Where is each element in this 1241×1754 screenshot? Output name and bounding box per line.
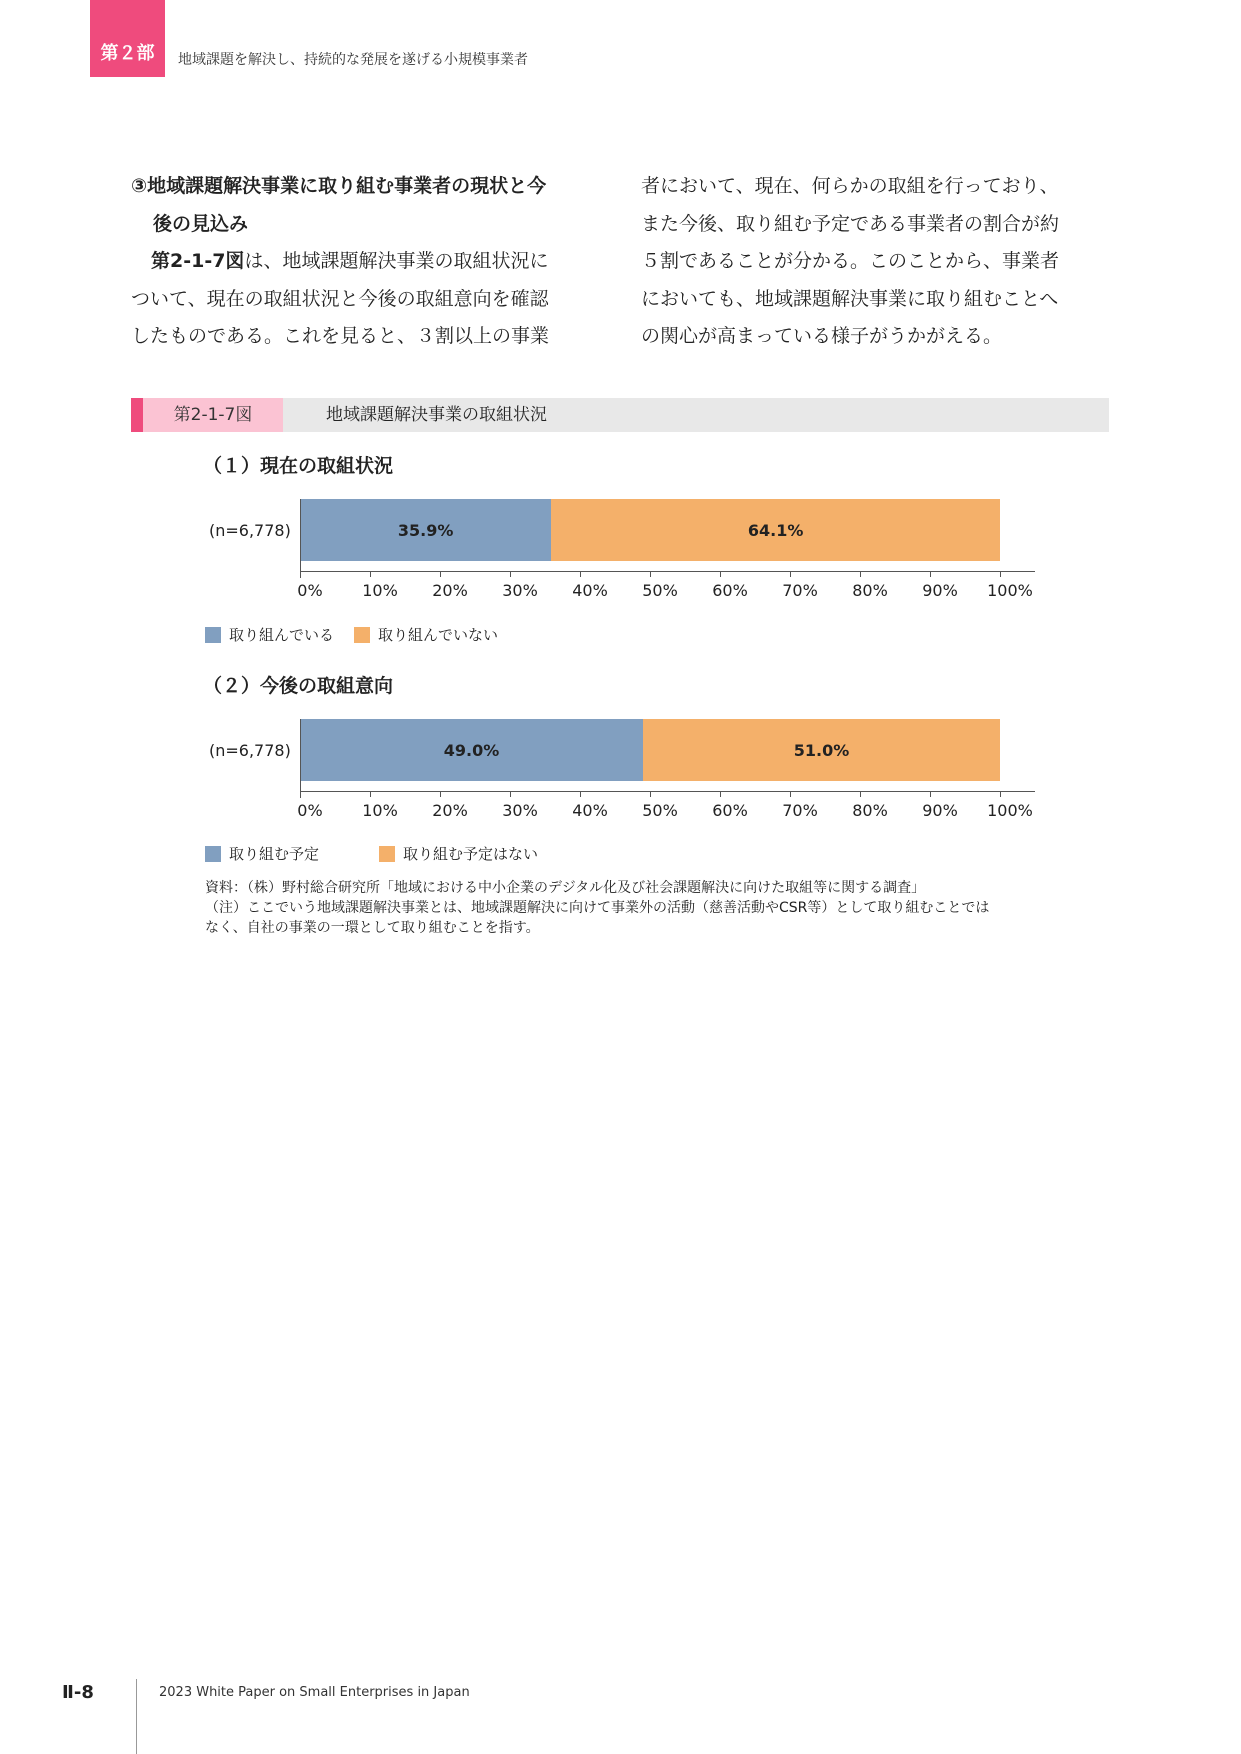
x-tick — [790, 791, 791, 797]
x-tick-label: 50% — [642, 581, 678, 600]
x-tick-label: 90% — [922, 581, 958, 600]
section-heading — [131, 168, 601, 243]
running-header-title: 地域課題を解決し、持続的な発展を遂げる小規模事業者 — [178, 52, 528, 68]
x-tick — [440, 791, 441, 797]
x-tick — [860, 791, 861, 797]
x-tick — [440, 571, 441, 577]
x-tick-label: 90% — [922, 801, 958, 820]
x-tick-label: 20% — [432, 581, 468, 600]
legend-label: 取り組む予定はない — [403, 845, 539, 863]
section-heading-line1: ③地域課題解決事業に取り組む事業者の現状と今 — [131, 175, 547, 197]
x-tick-label: 40% — [572, 581, 608, 600]
bar-segment-1 — [300, 719, 643, 781]
figure-notes — [205, 878, 1055, 938]
chart-1 — [195, 499, 1055, 609]
bar-segment-1 — [300, 499, 551, 561]
legend-swatch — [379, 846, 395, 862]
x-tick — [510, 571, 511, 577]
text-column-left — [131, 168, 601, 356]
x-tick — [720, 791, 721, 797]
x-tick — [860, 571, 861, 577]
paragraph-text: は、地域課題解決事業の取組状況に — [244, 250, 549, 272]
x-axis-line — [300, 791, 1035, 792]
note-line-2: なく、自社の事業の一環として取り組むことを指す。 — [205, 920, 540, 936]
x-tick — [650, 571, 651, 577]
figure-reference: 第2-1-7図 — [151, 250, 245, 272]
x-tick-label: 40% — [572, 801, 608, 820]
source-note: 資料：（株）野村総合研究所「地域における中小企業のデジタル化及び社会課題解決に向けた取組等に関する調査」 — [205, 880, 926, 896]
paragraph-line-2: ついて、現在の取組状況と今後の取組意向を確認 — [131, 287, 549, 310]
chart-2-legend-item-2 — [379, 843, 538, 864]
x-tick — [300, 571, 301, 577]
x-tick-label: 50% — [642, 801, 678, 820]
x-tick-label: 60% — [712, 801, 748, 820]
data-label: 49.0% — [443, 740, 500, 760]
x-tick-label: 80% — [852, 801, 888, 820]
x-tick-label: 20% — [432, 801, 468, 820]
x-tick — [650, 791, 651, 797]
part-label: 第２部 — [100, 43, 155, 64]
x-tick-label: 60% — [712, 581, 748, 600]
x-tick — [930, 571, 931, 577]
chart-2-title: （２）今後の取組意向 — [203, 675, 394, 697]
category-label: (n=6,778) — [209, 741, 291, 760]
page-number: Ⅱ-8 — [62, 1682, 94, 1703]
bar-segment-2 — [551, 499, 1000, 561]
x-tick-label: 10% — [362, 801, 398, 820]
paragraph-line-4: 者において、現在、何らかの取組を行っており、 — [641, 175, 1059, 197]
paragraph-line-6: ５割であることが分かる。このことから、事業者 — [641, 250, 1060, 272]
x-tick-label: 0% — [297, 581, 323, 600]
legend-swatch — [354, 627, 370, 643]
x-tick — [510, 791, 511, 797]
legend-label: 取り組んでいない — [378, 626, 499, 644]
note-line-1: （注）ここでいう地域課題解決事業とは、地域課題解決に向けて事業外の活動（慈善活動やCSR等）として取り組むことでは — [205, 900, 990, 916]
figure-accent — [131, 398, 143, 432]
x-tick-label: 100% — [987, 581, 1033, 600]
x-tick — [1000, 571, 1001, 577]
chart-1-legend-item-2 — [354, 624, 498, 645]
paragraph-line-1 — [131, 243, 601, 281]
part-tab — [90, 0, 165, 77]
x-tick — [370, 791, 371, 797]
y-axis-line — [300, 499, 301, 578]
x-tick — [580, 571, 581, 577]
legend-swatch — [205, 627, 221, 643]
x-axis-line — [300, 571, 1035, 572]
x-tick-label: 80% — [852, 581, 888, 600]
legend-swatch — [205, 846, 221, 862]
x-tick — [790, 571, 791, 577]
chart-1-legend-item-1 — [205, 624, 334, 645]
bar-segment-2 — [643, 719, 1000, 781]
chart-2-legend-item-1 — [205, 843, 319, 864]
x-tick-label: 30% — [502, 801, 538, 820]
figure-title-bar — [131, 398, 1109, 432]
footer-title: 2023 White Paper on Small Enterprises in Japan — [159, 1685, 470, 1700]
x-tick — [930, 791, 931, 797]
x-tick — [580, 791, 581, 797]
footer-divider — [136, 1679, 137, 1754]
legend-label: 取り組んでいる — [229, 626, 335, 644]
data-label: 35.9% — [397, 520, 454, 540]
paragraph-line-7: においても、地域課題解決事業に取り組むことへ — [641, 287, 1059, 310]
category-label: (n=6,778) — [209, 521, 291, 540]
paragraph-line-5: また今後、取り組む予定である事業者の割合が約 — [641, 212, 1060, 235]
x-tick — [1000, 791, 1001, 797]
x-tick-label: 0% — [297, 801, 323, 820]
data-label: 51.0% — [793, 740, 850, 760]
x-tick — [720, 571, 721, 577]
paragraph-line-8: の関心が高まっている様子がうかがえる。 — [641, 325, 1003, 347]
y-axis-line — [300, 719, 301, 798]
x-tick-label: 70% — [782, 801, 818, 820]
x-tick-label: 30% — [502, 581, 538, 600]
section-heading-line2: 後の見込み — [153, 212, 249, 235]
figure-number: 第2-1-7図 — [143, 398, 283, 432]
text-column-right — [641, 168, 1111, 356]
x-tick-label: 100% — [987, 801, 1033, 820]
chart-1-title: （１）現在の取組状況 — [203, 455, 394, 477]
x-tick-label: 70% — [782, 581, 818, 600]
legend-label: 取り組む予定 — [229, 845, 320, 863]
x-tick-label: 10% — [362, 581, 398, 600]
x-tick — [370, 571, 371, 577]
chart-2 — [195, 719, 1055, 829]
x-tick — [300, 791, 301, 797]
figure-title: 地域課題解決事業の取組状況 — [326, 405, 547, 425]
data-label: 64.1% — [747, 520, 804, 540]
paragraph-line-3: したものである。これを見ると、３割以上の事業 — [131, 325, 550, 347]
